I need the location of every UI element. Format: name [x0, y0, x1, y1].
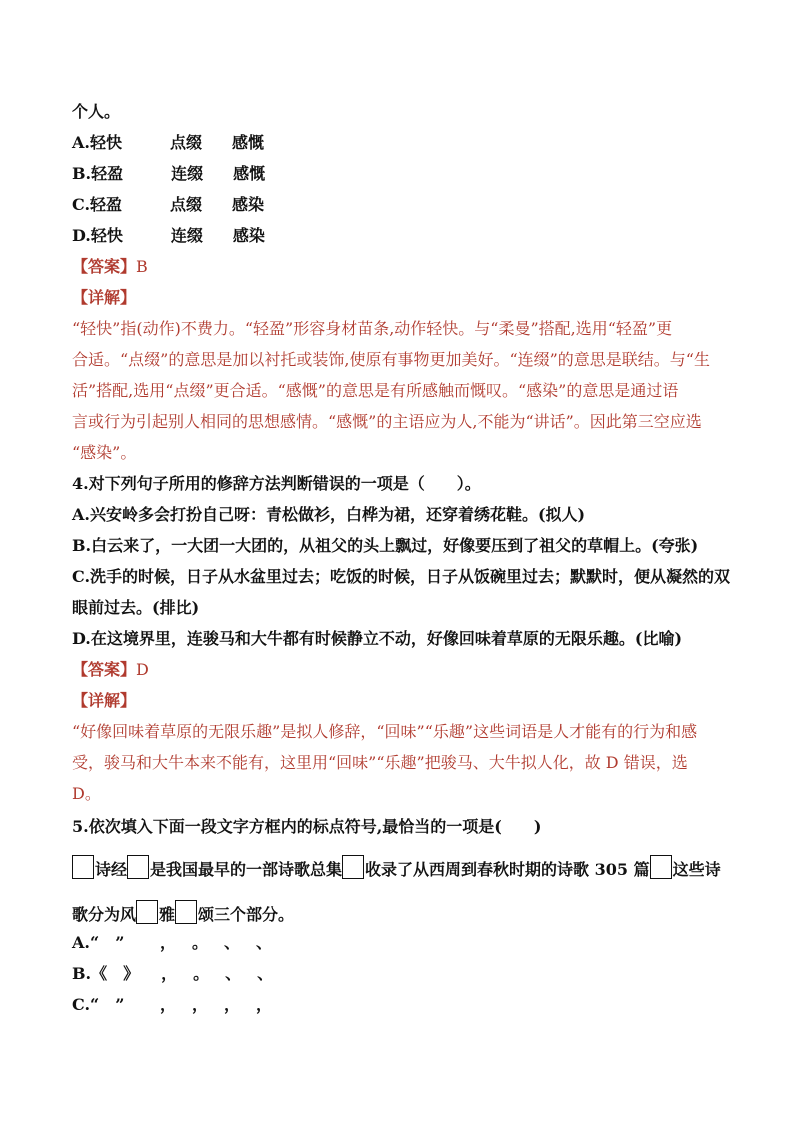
q5-passage-line1: 诗经 是我国最早的一部诗歌总集 收录了从西周到春秋时期的诗歌 305 篇 这些诗 [72, 855, 721, 880]
q4-stem: 4.对下列句子所用的修辞方法判断错误的一项是（ ）。 [72, 474, 481, 493]
q3-option-a: A.轻快 点缀 感慨 [72, 133, 264, 152]
punct-blank-box [127, 855, 149, 879]
q4-explanation-line: D。 [72, 784, 101, 803]
punct-blank-box [72, 855, 94, 879]
punct-blank-box [175, 900, 197, 924]
punct-blank-box [136, 900, 158, 924]
q4-explanation-line: “好像回味着草原的无限乐趣”是拟人修辞，“回味”“乐趣”这些词语是人才能有的行为和感 [72, 722, 698, 741]
q4-answer: 【答案】D [72, 660, 149, 679]
q3-option-c: C.轻盈 点缀 感染 [72, 195, 265, 214]
q4-option-d: D.在这境界里，连骏马和大牛都有时候静立不动，好像回味着草原的无限乐趣。(比喻) [72, 629, 683, 648]
intro-tail: 个人。 [72, 102, 121, 121]
q3-explanation-line: 活”搭配,选用“点缀”更合适。“感慨”的意思是有所感触而慨叹。“感染”的意思是通过语 [72, 381, 679, 400]
q5-option-b: B.《 》 ， 。 、 、 [72, 964, 274, 983]
q3-option-b: B.轻盈 连缀 感慨 [72, 164, 266, 183]
q4-explanation-line: 受，骏马和大牛本来不能有，这里用“回味”“乐趣”把骏马、大牛拟人化，故 D 错误，选 [72, 753, 688, 772]
q4-option-c: C.洗手的时候，日子从水盆里过去；吃饭的时候，日子从饭碗里过去；默默时，便从凝然的双 [72, 567, 731, 586]
q3-option-d: D.轻快 连缀 感染 [72, 226, 265, 245]
q3-explanation-line: 合适。“点缀”的意思是加以衬托或装饰,使原有事物更加美好。“连缀”的意思是联结。与“生 [72, 350, 710, 369]
q5-passage-line2: 歌分为风 雅 颂三个部分。 [72, 900, 294, 925]
q4-option-c-cont: 眼前过去。(排比) [72, 598, 200, 617]
q5-stem: 5.依次填入下面一段文字方框内的标点符号,最恰当的一项是( ) [72, 817, 542, 836]
punct-blank-box [342, 855, 364, 879]
q3-answer: 【答案】B [72, 257, 148, 276]
q3-explanation-line: 言或行为引起别人相同的思想感情。“感慨”的主语应为人,不能为“讲话”。因此第三空应选 [72, 412, 702, 431]
q3-explanation-line: “轻快”指(动作)不费力。“轻盈”形容身材苗条,动作轻快。与“柔曼”搭配,选用“轻盈”更 [72, 319, 673, 338]
q5-option-a: A.“ ” ， 。 、 、 [72, 933, 272, 952]
punct-blank-box [650, 855, 672, 879]
q5-option-c: C.“ ” ， ， ， ， [72, 995, 273, 1014]
q4-option-a: A.兴安岭多会打扮自己呀：青松做衫，白桦为裙，还穿着绣花鞋。(拟人) [72, 505, 586, 524]
q3-explanation-line: “感染”。 [72, 443, 137, 462]
q3-detail-label: 【详解】 [72, 288, 137, 307]
q4-option-b: B.白云来了，一大团一大团的，从祖父的头上飘过，好像要压到了祖父的草帽上。(夸张) [72, 536, 699, 555]
q4-detail-label: 【详解】 [72, 691, 137, 710]
